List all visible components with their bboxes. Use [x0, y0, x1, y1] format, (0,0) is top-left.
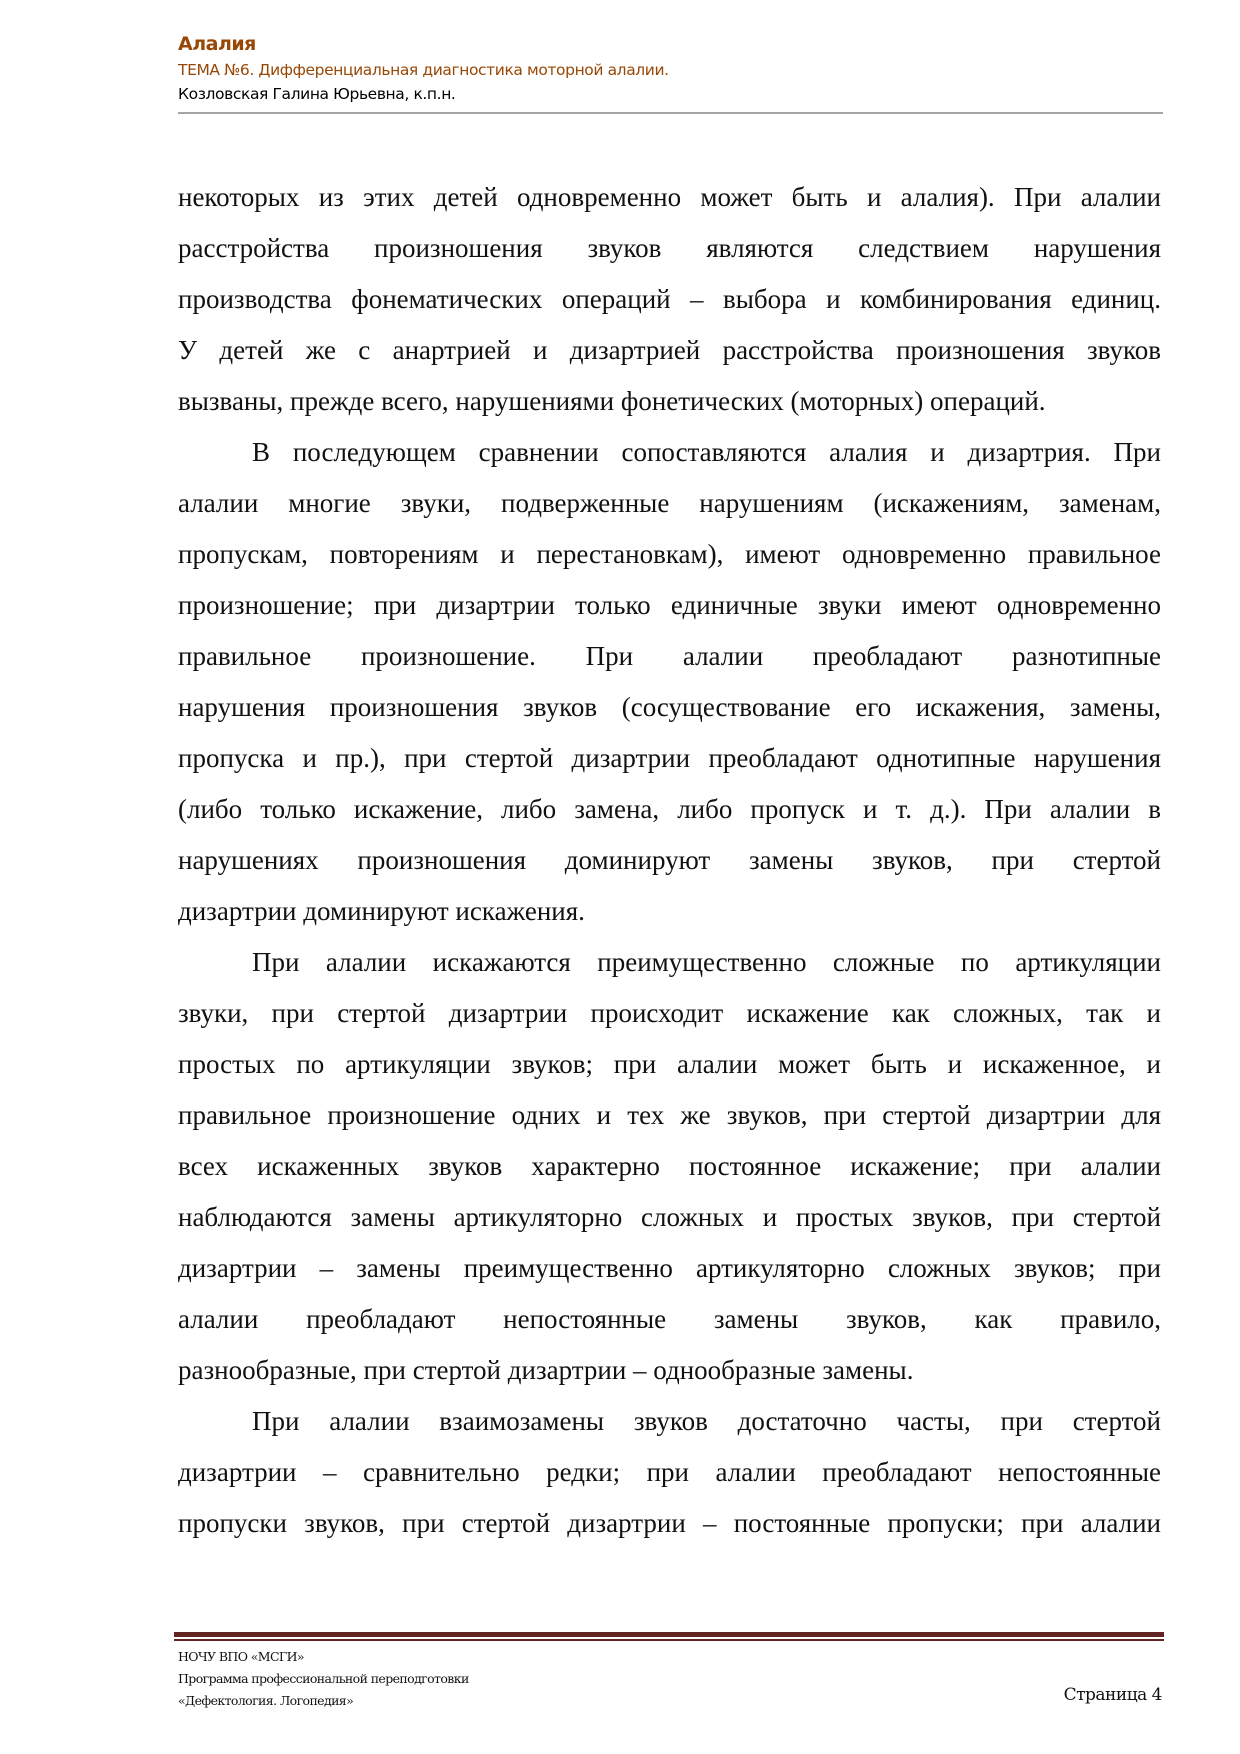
footer-divider-thick: [174, 1632, 1164, 1637]
page-number: Страница 4: [1063, 1685, 1162, 1705]
text-line: При алалии искажаются преимущественно сложные по артикуляции: [252, 947, 1161, 977]
text-line: дизартрии – сравнительно редки; при алалии преобладают непостоянные: [178, 1457, 1161, 1487]
text-line: алалии преобладают непостоянные замены звуков, как правило,: [178, 1304, 1161, 1334]
header-divider: [178, 112, 1163, 114]
paragraph: [178, 937, 1161, 1396]
text-line: У детей же с анартрией и дизартрией расстройства произношения звуков: [178, 335, 1161, 365]
text-line: пропуска и пр.), при стертой дизартрии преобладают однотипные нарушения: [178, 743, 1161, 773]
text-line: вызваны, прежде всего, нарушениями фонетических (моторных) операций.: [178, 386, 1046, 416]
document-body: [178, 172, 1161, 1549]
topic-subtitle: ТЕМА №6. Дифференциальная диагностика моторной алалии.: [178, 61, 669, 79]
text-line: расстройства произношения звуков являются следствием нарушения: [178, 233, 1161, 263]
text-line: дизартрии доминируют искажения.: [178, 896, 585, 926]
text-line: нарушениях произношения доминируют замены звуков, при стертой: [178, 845, 1161, 875]
text-line: всех искаженных звуков характерно постоянное искажение; при алалии: [178, 1151, 1161, 1181]
text-line: пропускам, повторениям и перестановкам), имеют одновременно правильное: [178, 539, 1161, 569]
footer-program: Программа профессиональной переподготовки: [178, 1671, 469, 1686]
document-title: Алалия: [178, 33, 256, 55]
text-line: пропуски звуков, при стертой дизартрии – постоянные пропуски; при алалии: [178, 1508, 1161, 1538]
paragraph: [178, 172, 1161, 427]
text-line: производства фонематических операций – выбора и комбинирования единиц.: [178, 284, 1161, 314]
text-line: правильное произношение одних и тех же звуков, при стертой дизартрии для: [178, 1100, 1161, 1130]
text-line: алалии многие звуки, подверженные нарушениям (искажениям, заменам,: [178, 488, 1161, 518]
text-line: некоторых из этих детей одновременно может быть и алалия). При алалии: [178, 182, 1161, 212]
text-line: произношение; при дизартрии только единичные звуки имеют одновременно: [178, 590, 1161, 620]
paragraph: [178, 1396, 1161, 1549]
footer-course: «Дефектология. Логопедия»: [178, 1693, 354, 1708]
footer-org: НОЧУ ВПО «МСГИ»: [178, 1649, 304, 1664]
text-line: разнообразные, при стертой дизартрии – однообразные замены.: [178, 1355, 914, 1385]
text-line: простых по артикуляции звуков; при алалии может быть и искаженное, и: [178, 1049, 1161, 1079]
footer-divider-thin: [174, 1639, 1164, 1641]
text-line: дизартрии – замены преимущественно артикуляторно сложных звуков; при: [178, 1253, 1161, 1283]
text-line: (либо только искажение, либо замена, либо пропуск и т. д.). При алалии в: [178, 794, 1161, 824]
paragraph: [178, 427, 1161, 937]
text-line: звуки, при стертой дизартрии происходит искажение как сложных, так и: [178, 998, 1161, 1028]
text-line: правильное произношение. При алалии преобладают разнотипные: [178, 641, 1161, 671]
page-footer: [178, 1646, 469, 1712]
author-name: Козловская Галина Юрьевна, к.п.н.: [178, 85, 456, 103]
text-line: наблюдаются замены артикуляторно сложных и простых звуков, при стертой: [178, 1202, 1161, 1232]
text-line: нарушения произношения звуков (сосуществование его искажения, замены,: [178, 692, 1161, 722]
page-header: [178, 30, 1163, 106]
text-line: При алалии взаимозамены звуков достаточно часты, при стертой: [252, 1406, 1161, 1436]
text-line: В последующем сравнении сопоставляются алалия и дизартрия. При: [252, 437, 1161, 467]
